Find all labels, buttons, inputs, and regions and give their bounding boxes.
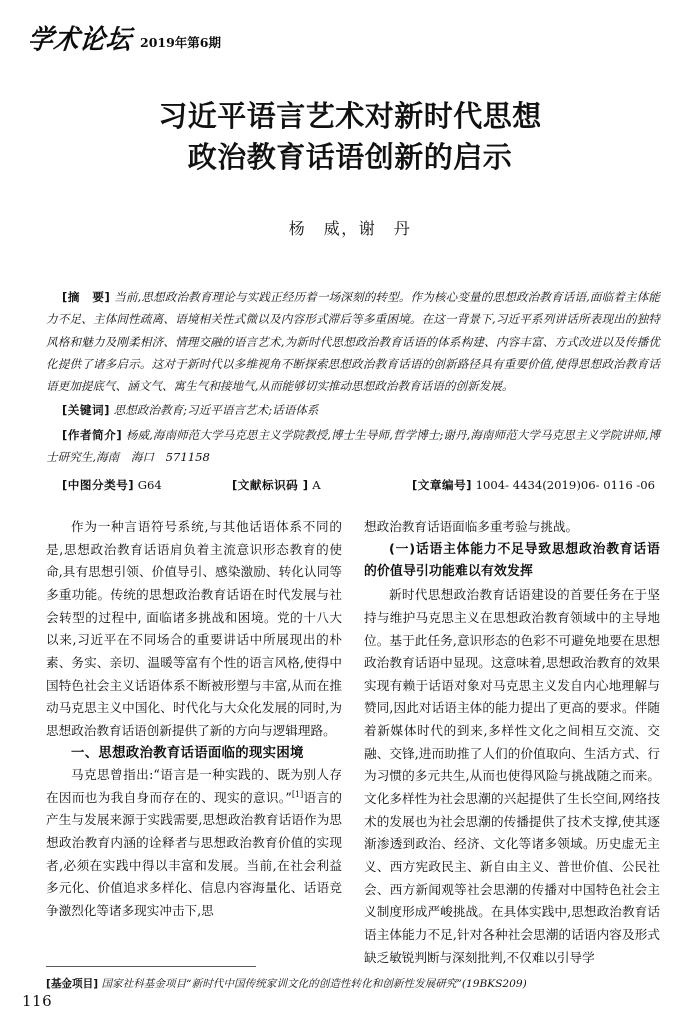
paragraph-marx-quote bbox=[46, 764, 342, 923]
document-code-cell bbox=[232, 474, 412, 496]
author-bio-label: [作者简介] bbox=[62, 427, 123, 442]
keywords-text: 思想政治教育;习近平语言艺术;话语体系 bbox=[113, 403, 319, 418]
title-block bbox=[60, 96, 640, 239]
issue-label: 2019年第6期 bbox=[140, 34, 222, 50]
clc-code-cell bbox=[46, 474, 232, 496]
paragraph-intro: 作为一种言语符号系统,与其他话语体系不同的是,思想政治教育话语肩负着主流意识形态教育的使命,具有思想引领、价值导引、感染激励、转化认同等多重功能。传统的思想政治教育话语在时代发展与社会转型的过程中, 面临诸多挑战和困境。党的十八大以来,习近平在不同场合的重要讲话中所展现出的朴素、务实、亲切、温暖等富有个性的语言风格,使得中国特色社会主义话语体系不断被形塑与丰富,从而在推动马克思主义中国化、时代化与大众化发展的同时,为思想政治教育话语创新提供了新的方向与逻辑理路。 bbox=[46, 519, 342, 738]
section-heading-1: 一、思想政治教育话语面临的现实困境 bbox=[71, 745, 304, 761]
masthead bbox=[26, 18, 222, 56]
quote-lead: 马克思曾指出:“语言是一种实践的、既为别人存在因而也为我自身而存在的、现实的意识。” bbox=[46, 767, 342, 805]
journal-logo: 学术论坛 bbox=[26, 23, 134, 56]
article-title-line-1: 习近平语言艺术对新时代思想 bbox=[158, 99, 542, 133]
citation-ref-1: [1] bbox=[291, 789, 304, 799]
clc-label: [中图分类号] bbox=[62, 478, 135, 492]
abstract-block bbox=[46, 286, 660, 397]
author-bio-block bbox=[46, 424, 660, 469]
article-id-label: [文章编号] bbox=[412, 478, 472, 492]
paragraph-continued: 想政治教育话语面临多重考验与挑战。 bbox=[364, 519, 579, 534]
article-title-line-2: 政治教育话语创新的启示 bbox=[187, 140, 513, 175]
fund-footnote bbox=[46, 976, 660, 993]
document-code-label: [文献标识码 ] bbox=[232, 478, 309, 492]
quote-tail: 语言的产生与发展来源于实践需要,思想政治教育话语作为思想政治教育内涵的诠释者与思想政治教育价值的实现者,必须在实践中得以丰富和发展。当前,在社会利益多元化、价值追求多样化、信息内容海量化、话语竞争激烈化等诸多现实冲击下,思 bbox=[46, 789, 343, 918]
abstract-text: 当前,思想政治教育理论与实践正经历着一场深刻的转型。作为核心变量的思想政治教育话语,面临着主体能力不足、主体间性疏离、语境相关性式微以及内容形式滞后等多重困境。在这一背景下,习近平系列讲话所表现出的独特风格和魅力及刚柔相济、情理交融的语言艺术,为新时代思想政治教育话语的体系构建、内容丰富、方式改进以及传播优化提供了诸多启示。这对于新时代以多维视角不断探索思想政治教育话语的创新路径具有重要价值,使得思想政治教育话语更加提底气、涵文气、寓生气和接地气,从而能够切实推动思想政治教育话语的创新发展。 bbox=[46, 290, 660, 393]
paragraph-subsection-body: 新时代思想政治教育话语建设的首要任务在于坚持与维护马克思主义在思想政治教育领域中的主导地位。基于此任务,意识形态的色彩不可避免地要在思想政治教育话语中显现。这意味着,思想政治教育的效果实现有赖于话语对象对马克思主义发自内心地理解与赞同,因此对话语主体的能力提出了更高的要求。伴随着新媒体时代的到来,多样性文化之间相互交流、交融、交锋,进而助推了人们的价值取向、生活方式、行为习惯的多元共生,从而也使得风险与挑战随之而来。文化多样性为社会思潮的兴起提供了生长空间,网络技术的发展也为社会思潮的传播提供了技术支撑,使其逐渐渗透到政治、经济、文化等诸多领域。历史虚无主义、西方宪政民主、新自由主义、普世价值、公民社会、西方新闻观等社会思潮的传播对中国特色社会主义制度形成严峻挑战。在具体实践中,思想政治教育话语主体能力不足,针对各种社会思潮的话语内容及形式缺乏敏锐判断与深刻批判,不仅难以引导学 bbox=[364, 587, 660, 965]
right-column bbox=[364, 516, 660, 965]
article-id-cell bbox=[412, 474, 660, 496]
front-matter bbox=[46, 286, 660, 496]
abstract-label: [摘 要] bbox=[62, 290, 111, 304]
author-bio-text: 杨威,海南师范大学马克思主义学院教授,博士生导师,哲学博士;谢丹,海南师范大学马克思主义学院讲师,博士研究生,海南 海口 571158 bbox=[46, 427, 661, 464]
article-body bbox=[46, 516, 660, 965]
footnote-divider bbox=[46, 966, 256, 967]
clc-value: G64 bbox=[137, 478, 162, 492]
subsection-heading-1: (一)话语主体能力不足导致思想政治教育话语的价值导引功能难以有效发挥 bbox=[364, 541, 660, 580]
article-id-value: 1004- 4434(2019)06- 0116 -06 bbox=[475, 478, 656, 492]
classification-row bbox=[46, 474, 660, 496]
keywords-block bbox=[46, 399, 660, 421]
document-code-value: A bbox=[312, 478, 321, 492]
fund-label: [基金项目] bbox=[46, 978, 99, 990]
page-number: 116 bbox=[22, 992, 53, 1010]
keywords-label: [关键词] bbox=[62, 403, 110, 418]
left-column bbox=[46, 516, 342, 956]
page-title bbox=[60, 96, 640, 178]
fund-text: 国家社科基金项目“新时代中国传统家训文化的创造性转化和创新性发展研究”(19BKS209) bbox=[101, 978, 527, 990]
author-byline: 杨 威，谢 丹 bbox=[288, 219, 412, 239]
